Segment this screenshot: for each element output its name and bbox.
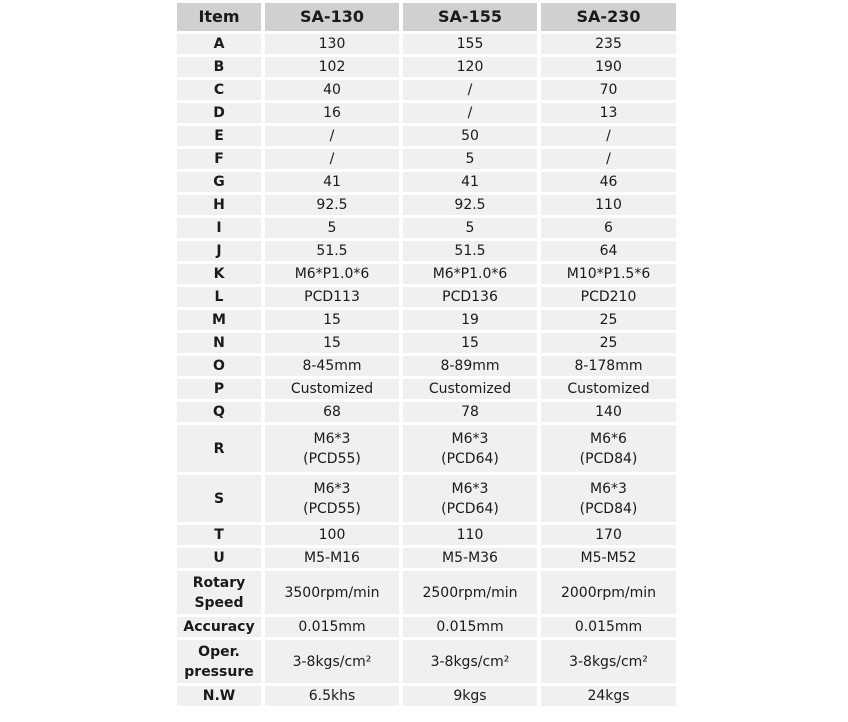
table-cell	[403, 640, 537, 683]
table-cell	[265, 640, 399, 683]
cell-value: M10*P1.5*6	[566, 266, 651, 282]
row-label-text: R	[213, 440, 225, 457]
table-cell	[265, 356, 399, 376]
cell-value: 3-8kgs/cm²	[292, 653, 372, 670]
table-cell	[265, 310, 399, 330]
cell-value: 120	[456, 59, 484, 75]
cell-value: 25	[599, 312, 618, 328]
table-cell	[403, 356, 537, 376]
table-cell	[541, 149, 676, 169]
cell-value: 6.5khs	[308, 688, 356, 704]
cell-value: 0.015mm	[298, 619, 366, 635]
cell-value: PCD113	[304, 289, 360, 305]
row-label	[177, 475, 261, 522]
table-row	[177, 218, 676, 238]
table-cell	[265, 103, 399, 123]
row-label-text: Q	[213, 404, 225, 420]
row-label-text: D	[213, 105, 225, 121]
cell-value: 51.5	[454, 243, 486, 259]
row-label-text: Rotary	[192, 574, 246, 591]
table-cell	[265, 475, 399, 522]
cell-value: 41	[323, 174, 341, 190]
cell-value: M6*3	[313, 430, 351, 447]
table-cell	[265, 172, 399, 192]
table-cell	[541, 686, 676, 706]
row-label	[177, 126, 261, 146]
row-label-text: M	[212, 312, 226, 328]
cell-value: 0.015mm	[574, 619, 643, 635]
cell-value: 235	[595, 36, 622, 52]
table-cell	[403, 126, 537, 146]
cell-value: 19	[461, 312, 479, 328]
cell-value: PCD210	[580, 289, 637, 305]
row-label-text: J	[216, 243, 222, 259]
table-cell	[403, 310, 537, 330]
row-label-text: S	[213, 490, 225, 507]
table-row	[177, 356, 676, 376]
table-row	[177, 425, 676, 472]
cell-value: 15	[323, 312, 341, 328]
table-cell	[265, 126, 399, 146]
table-cell	[265, 195, 399, 215]
table-cell	[403, 548, 537, 568]
table-cell	[541, 425, 676, 472]
table-row	[177, 571, 676, 614]
table-row	[177, 548, 676, 568]
table-row	[177, 172, 676, 192]
table-row	[177, 126, 676, 146]
table-cell	[265, 264, 399, 284]
table-cell	[541, 333, 676, 353]
cell-value: M6*3	[451, 480, 489, 497]
cell-value: 5	[465, 220, 475, 236]
row-label-text: pressure	[184, 663, 254, 680]
table-row	[177, 149, 676, 169]
cell-value: 8-178mm	[574, 358, 643, 374]
cell-value: 15	[323, 335, 341, 351]
table-cell	[541, 195, 676, 215]
table-cell	[403, 195, 537, 215]
table-cell	[403, 34, 537, 54]
cell-value: (PCD84)	[579, 500, 638, 517]
cell-value: M5-M52	[580, 550, 637, 566]
table-cell	[541, 548, 676, 568]
table-cell	[403, 617, 537, 637]
table-cell	[541, 241, 676, 261]
cell-value: 16	[323, 105, 341, 121]
cell-value: M6*P1.0*6	[294, 266, 370, 282]
table-cell	[403, 80, 537, 100]
table-cell	[403, 103, 537, 123]
table-cell	[265, 57, 399, 77]
table-cell	[265, 425, 399, 472]
cell-value: 6	[604, 220, 613, 236]
table-cell	[265, 218, 399, 238]
table-cell	[265, 617, 399, 637]
table-cell	[541, 402, 676, 422]
row-label-text: Accuracy	[183, 619, 255, 635]
row-label-text: T	[214, 527, 224, 543]
cell-value: 140	[595, 404, 622, 420]
cell-value: Customized	[428, 381, 512, 397]
row-label	[177, 686, 261, 706]
row-label-text: F	[214, 151, 224, 167]
cell-value: 3-8kgs/cm²	[430, 653, 510, 670]
cell-value: 130	[318, 36, 346, 52]
table-cell	[541, 379, 676, 399]
table-cell	[403, 475, 537, 522]
cell-value: 110	[456, 527, 484, 543]
cell-value: 155	[456, 36, 484, 52]
table-cell	[541, 571, 676, 614]
table-cell	[403, 402, 537, 422]
cell-value: 92.5	[316, 197, 348, 213]
cell-value: Customized	[567, 381, 650, 397]
row-label	[177, 218, 261, 238]
cell-value: 5	[327, 220, 337, 236]
row-label-text: G	[213, 174, 225, 190]
table-cell	[403, 241, 537, 261]
table-cell	[403, 218, 537, 238]
table-cell	[265, 34, 399, 54]
cell-value: 8-45mm	[302, 358, 362, 374]
header-row	[177, 3, 676, 31]
table-row	[177, 80, 676, 100]
row-label-text: C	[213, 82, 225, 98]
cell-value: 46	[599, 174, 618, 190]
row-label	[177, 149, 261, 169]
row-label	[177, 640, 261, 683]
table-cell	[265, 402, 399, 422]
row-label	[177, 310, 261, 330]
cell-value: 110	[595, 197, 622, 213]
table-row	[177, 287, 676, 307]
table-cell	[403, 686, 537, 706]
row-label-text: H	[213, 197, 225, 213]
row-label-text: N.W	[202, 688, 236, 704]
cell-value: /	[329, 151, 335, 167]
cell-value: /	[329, 128, 335, 144]
table-cell	[403, 149, 537, 169]
cell-value: M6*6	[590, 430, 627, 447]
table-row	[177, 617, 676, 637]
row-label	[177, 548, 261, 568]
table-cell	[265, 571, 399, 614]
cell-value: (PCD64)	[441, 450, 499, 467]
cell-value: 2000rpm/min	[560, 584, 657, 601]
cell-value: /	[606, 128, 611, 144]
table-cell	[541, 103, 676, 123]
table-cell	[403, 571, 537, 614]
cell-value: (PCD55)	[303, 450, 361, 467]
row-label	[177, 264, 261, 284]
row-label-text: B	[213, 59, 225, 75]
table-cell	[541, 617, 676, 637]
table-row	[177, 525, 676, 545]
table-cell	[265, 333, 399, 353]
cell-value: 64	[599, 243, 618, 259]
cell-value: 3500rpm/min	[284, 584, 380, 601]
table-cell	[541, 80, 676, 100]
row-label	[177, 617, 261, 637]
cell-value: (PCD55)	[303, 500, 361, 517]
cell-value: M5-M36	[442, 550, 498, 566]
cell-value: 190	[595, 59, 622, 75]
header-sa-230: SA-230	[541, 3, 676, 31]
cell-value: Customized	[290, 381, 374, 397]
cell-value: 24kgs	[587, 688, 630, 704]
cell-value: 70	[599, 82, 618, 98]
table-cell	[541, 310, 676, 330]
table-cell	[541, 172, 676, 192]
row-label	[177, 80, 261, 100]
row-label	[177, 356, 261, 376]
row-label-text: K	[213, 266, 225, 282]
table-row	[177, 475, 676, 522]
table-cell	[403, 172, 537, 192]
cell-value: 5	[465, 151, 475, 167]
table-cell	[265, 686, 399, 706]
table-row	[177, 57, 676, 77]
table-cell	[541, 126, 676, 146]
header-sa-130: SA-130	[265, 3, 399, 31]
cell-value: 0.015mm	[436, 619, 504, 635]
table-cell	[541, 287, 676, 307]
row-label	[177, 379, 261, 399]
table-cell	[403, 379, 537, 399]
cell-value: M6*3	[313, 480, 351, 497]
row-label	[177, 241, 261, 261]
table-row	[177, 379, 676, 399]
table-cell	[541, 264, 676, 284]
table-row	[177, 333, 676, 353]
row-label-text: A	[213, 36, 225, 52]
cell-value: 40	[323, 82, 341, 98]
row-label-text: O	[213, 358, 225, 374]
cell-value: 100	[318, 527, 346, 543]
cell-value: 15	[461, 335, 479, 351]
row-label-text: N	[213, 335, 225, 351]
table-cell	[265, 287, 399, 307]
row-label	[177, 571, 261, 614]
cell-value: PCD136	[442, 289, 498, 305]
table-row	[177, 241, 676, 261]
table-cell	[541, 640, 676, 683]
row-label	[177, 402, 261, 422]
cell-value: 2500rpm/min	[422, 584, 518, 601]
cell-value: 3-8kgs/cm²	[569, 653, 648, 670]
table-cell	[403, 425, 537, 472]
cell-value: 92.5	[454, 197, 486, 213]
row-label-text: I	[216, 220, 222, 236]
cell-value: /	[467, 82, 473, 98]
cell-value: (PCD64)	[441, 500, 499, 517]
table-cell	[403, 287, 537, 307]
row-label	[177, 525, 261, 545]
cell-value: (PCD84)	[579, 450, 638, 467]
row-label	[177, 425, 261, 472]
row-label-text: P	[213, 381, 225, 397]
table-cell	[541, 218, 676, 238]
row-label	[177, 172, 261, 192]
table-row	[177, 195, 676, 215]
table-cell	[541, 525, 676, 545]
table-row	[177, 310, 676, 330]
table-cell	[541, 356, 676, 376]
cell-value: 170	[595, 527, 622, 543]
cell-value: 8-89mm	[440, 358, 500, 374]
cell-value: M5-M16	[304, 550, 360, 566]
row-label	[177, 57, 261, 77]
row-label	[177, 333, 261, 353]
cell-value: 78	[461, 404, 479, 420]
cell-value: 102	[318, 59, 346, 75]
cell-value: M6*3	[590, 480, 627, 497]
table-cell	[265, 548, 399, 568]
row-label	[177, 287, 261, 307]
table-cell	[541, 34, 676, 54]
spec-table	[177, 3, 676, 709]
table-row	[177, 640, 676, 683]
table-cell	[541, 57, 676, 77]
row-label-text: Speed	[194, 594, 244, 611]
row-label-text: L	[214, 289, 224, 305]
table-row	[177, 402, 676, 422]
cell-value: 68	[323, 404, 341, 420]
table-cell	[265, 241, 399, 261]
table-row	[177, 686, 676, 706]
cell-value: 50	[461, 128, 479, 144]
table-cell	[403, 264, 537, 284]
cell-value: /	[606, 151, 611, 167]
cell-value: 41	[461, 174, 479, 190]
row-label-text: Oper.	[198, 643, 240, 660]
row-label-text: U	[213, 550, 225, 566]
table-cell	[403, 57, 537, 77]
row-label	[177, 34, 261, 54]
row-label	[177, 195, 261, 215]
table-cell	[265, 149, 399, 169]
header-sa-155: SA-155	[403, 3, 537, 31]
cell-value: 25	[599, 335, 618, 351]
table-row	[177, 264, 676, 284]
table-cell	[265, 379, 399, 399]
cell-value: M6*P1.0*6	[432, 266, 508, 282]
table-cell	[265, 80, 399, 100]
header-item: Item	[177, 3, 261, 31]
cell-value: 13	[599, 105, 618, 121]
row-label	[177, 103, 261, 123]
table-row	[177, 34, 676, 54]
table-cell	[403, 525, 537, 545]
cell-value: 9kgs	[453, 688, 487, 704]
cell-value: /	[467, 105, 473, 121]
cell-value: 51.5	[316, 243, 348, 259]
table-cell	[265, 525, 399, 545]
cell-value: M6*3	[451, 430, 489, 447]
table-cell	[403, 333, 537, 353]
table-cell	[541, 475, 676, 522]
row-label-text: E	[214, 128, 224, 144]
table-row	[177, 103, 676, 123]
